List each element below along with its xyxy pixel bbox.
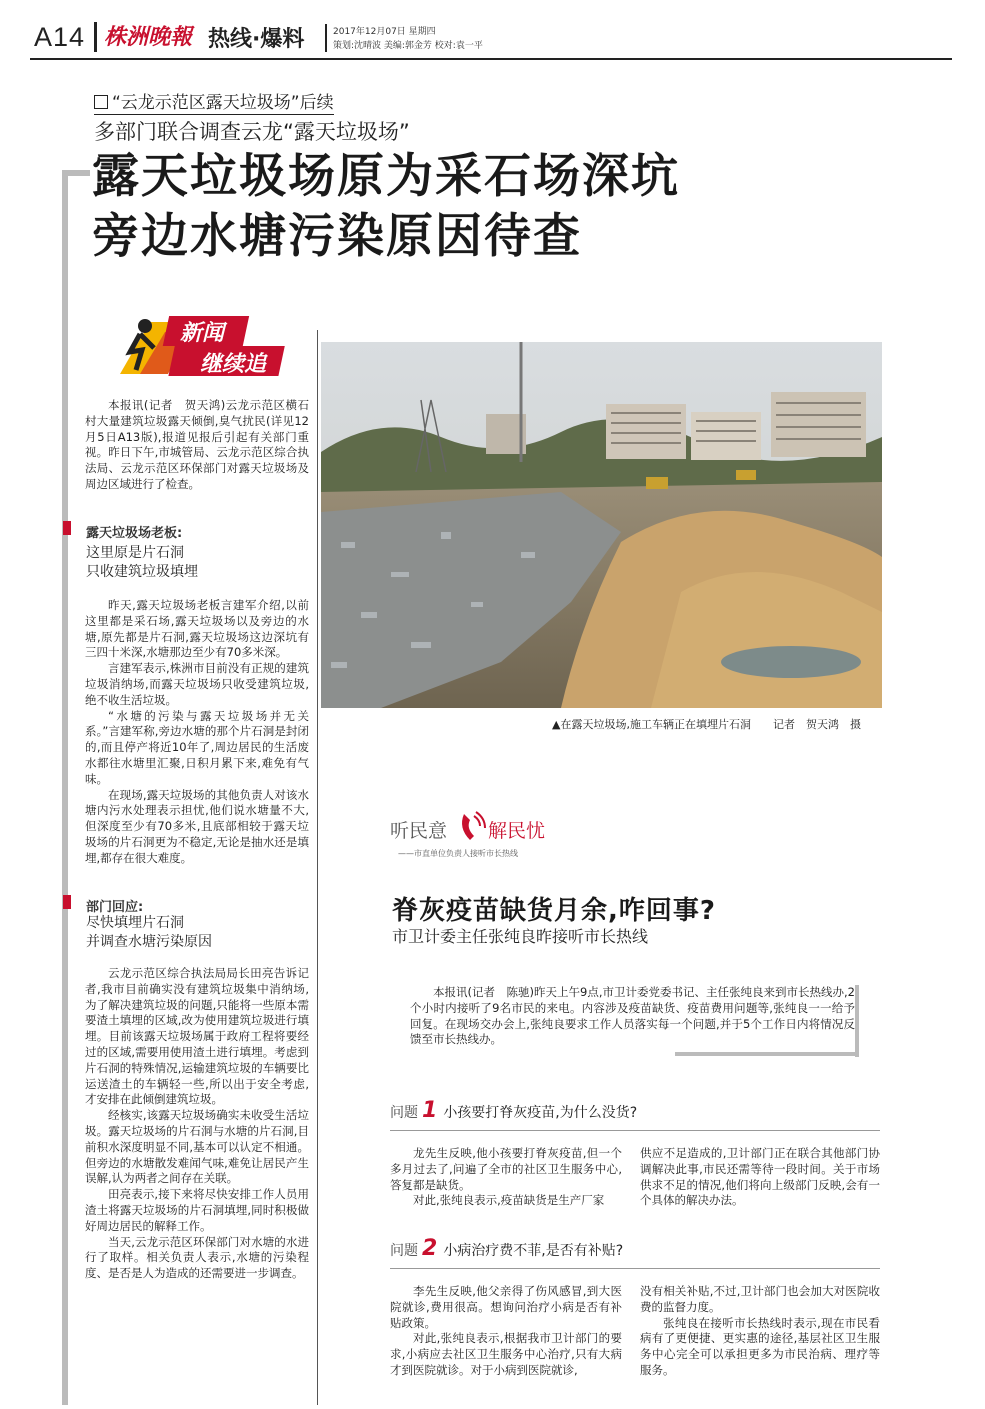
paragraph: 经核实,该露天垃圾场确实未收受生活垃圾。露天垃圾场的片石洞与水塘的片石洞,目前积水深度明显不同,基本可以认定不相通。但旁边的水塘散发难闻气味,难免让居民产生误解,认为两者之间存在关联。 — [85, 1108, 309, 1186]
question-1 — [390, 1098, 637, 1123]
intro-frame-bottom — [675, 1052, 859, 1056]
paragraph: 张纯良在接听市长热线时表示,现在市民看病有了更便捷、更实惠的途径,基层社区卫生服务中心完全可以承担更多为市民治病、理疗等服务。 — [640, 1315, 880, 1377]
header-divider-2 — [325, 24, 327, 52]
column-divider — [317, 330, 318, 1405]
article2-headline: 脊灰疫苗缺货月余,咋回事? — [392, 896, 716, 926]
section2-sub — [86, 914, 212, 952]
section2-sub2: 并调查水塘污染原因 — [86, 934, 212, 950]
staff-credits: 策划:沈晴波 美编:郭金芳 校对:袁一平 — [333, 41, 483, 51]
section1-body — [85, 598, 309, 867]
frame-left — [62, 170, 68, 1405]
landfill-photo — [321, 342, 882, 708]
column-subtitle: ——市直单位负责人接听市长热线 — [398, 849, 518, 858]
paragraph: 言建军表示,株洲市目前没有正规的建筑垃圾消纳场,而露天垃圾场只收受建筑垃圾,绝不收生活垃圾。 — [85, 661, 309, 707]
paragraph: 云龙示范区综合执法局局长田亮告诉记者,我市目前确实没有建筑垃圾集中消纳场,为了解决建筑垃圾的问题,只能将一些原本需要渣土填埋的区域,改为使用建筑垃圾进行填埋。目前该露天垃圾场属于政府工程将要经过的区域,需要用使用渣土进行填埋。考虑到片石洞的特殊情况,运输建筑垃圾的车辆要比运送渣土的车辆轻一些,所以出于安全考虑,才安排在此倾倒建筑垃圾。 — [85, 966, 309, 1107]
issue-date: 2017年12月07日 星期四 — [333, 27, 436, 37]
paragraph: 昨天,露天垃圾场老板言建军介绍,以前这里都是采石场,露天垃圾场以及旁边的水塘,原先都是片石洞,露天垃圾场这边深坑有三四十米深,水塘那边至少有70多米深。 — [85, 598, 309, 660]
question-number: 1 — [422, 1098, 438, 1123]
header-rule — [30, 58, 952, 60]
question-text: 小孩要打脊灰疫苗,为什么没货? — [443, 1105, 638, 1121]
question-text: 小病治疗费不菲,是否有补贴? — [443, 1243, 624, 1259]
headline-line-2: 旁边水塘污染原因待查 — [92, 209, 582, 264]
headline — [92, 147, 680, 267]
paragraph: 供应不足造成的,卫计部门正在联合其他部门协调解决此事,市民还需等待一段时间。关于市场供求不足的情况,他们将向上级部门反映,会有一个具体的解决办法。 — [640, 1146, 880, 1208]
column-title-right: 解民忧 — [488, 820, 546, 842]
question-label: 问题 — [390, 1243, 418, 1259]
question-rule — [390, 1268, 880, 1269]
hotline-column-logo — [390, 808, 580, 868]
section-marker — [63, 521, 71, 535]
section-marker — [63, 895, 71, 909]
question-number: 2 — [422, 1236, 438, 1261]
kicker-text: “云龙示范区露天垃圾场”后续 — [112, 93, 334, 113]
section1-sub1: 这里原是片石洞 — [86, 545, 184, 561]
paragraph: 没有相关补贴,不过,卫计部门也会加大对医院收费的监督力度。 — [640, 1284, 880, 1314]
page-number: A14 — [34, 22, 86, 52]
intro-frame-right — [855, 985, 859, 1057]
q2-left-column — [390, 1284, 622, 1379]
paragraph: 对此,张纯良表示,疫苗缺货是生产厂家 — [413, 1193, 605, 1208]
headline-line-1: 露天垃圾场原为采石场深坑 — [92, 149, 680, 204]
section1-heading: 露天垃圾场老板: — [86, 526, 183, 541]
header-divider — [94, 22, 97, 52]
section2-heading: 部门回应: — [86, 900, 144, 915]
phone-icon — [458, 810, 488, 848]
news-follow-badge — [110, 312, 300, 382]
paragraph: 田亮表示,接下来将尽快安排工作人员用渣土将露天垃圾场的片石洞填埋,同时积极做好周边居民的解释工作。 — [85, 1187, 309, 1233]
paragraph: 在现场,露天垃圾场的其他负责人对该水塘内污水处理表示担忧,他们说水塘量不大,但深度至少有70多米,且底部相较于露天垃圾场的片石洞更为不稳定,无论是抽水还是填埋,都存在很大难度。 — [85, 787, 309, 865]
kicker — [94, 88, 334, 113]
badge-line-2: 继续追 — [200, 352, 267, 377]
svg-text:株洲晚報: 株洲晚報 — [104, 24, 193, 50]
section1-sub — [86, 544, 198, 582]
section-title: 热线·爆料 — [208, 27, 305, 52]
article1-lead: 本报讯(记者 贺天鸿)云龙示范区横石村大量建筑垃圾露天倾倒,臭气扰民(详见12月5日A13版),报道见报后引起有关部门重视。昨日下午,市城管局、云龙示范区综合执法局、云龙示范区环保部门对露天垃圾场及周边区域进行了检查。 — [85, 398, 309, 491]
question-label: 问题 — [390, 1105, 418, 1121]
section2-sub1: 尽快填埋片石洞 — [86, 915, 184, 931]
question-rule — [390, 1130, 880, 1131]
paragraph: 李先生反映,他父亲得了伤风感冒,到大医院就诊,费用很高。想询问治疗小病是否有补贴政策。 — [390, 1284, 622, 1330]
question-2 — [390, 1236, 623, 1261]
badge-line-1: 新闻 — [180, 321, 225, 346]
newspaper-logo — [104, 22, 204, 52]
paragraph: “水塘的污染与露天垃圾场并无关系。”言建军称,旁边水塘的那个片石洞是封闭的,而且停产将近10年了,周边居民的生活废水都往水塘里汇聚,日积月累下来,难免有气味。 — [85, 708, 309, 786]
column-title-left: 听民意 — [390, 820, 448, 842]
article2-intro: 本报讯(记者 陈驰)昨天上午9点,市卫计委党委书记、主任张纯良来到市长热线办,2个小时内接听了9名市民的来电。内容涉及疫苗缺货、疫苗费用问题等,张纯良一一给予回复。在现场交办会上,张纯良要求工作人员落实每一个问题,并于5个工作日内将情况反馈至市长热线办。 — [410, 985, 855, 1047]
q2-right-column — [640, 1284, 880, 1379]
article2-subhead: 市卫计委主任张纯良昨接听市长热线 — [392, 927, 649, 946]
checkbox-glyph-icon — [94, 95, 108, 109]
paragraph: 龙先生反映,他小孩要打脊灰疫苗,但一个多月过去了,问遍了全市的社区卫生服务中心,答复都是缺货。 — [390, 1146, 622, 1192]
photo-caption: ▲在露天垃圾场,施工车辆正在填埋片石洞 记者 贺天鸿 摄 — [552, 718, 861, 731]
section1-sub2: 只收建筑垃圾填埋 — [86, 564, 198, 580]
paragraph: 当天,云龙示范区环保部门对水塘的水进行了取样。相关负责人表示,水塘的污染程度、是否是人为造成的还需要进一步调查。 — [85, 1234, 309, 1281]
section2-body — [85, 966, 309, 1282]
q1-left-column — [390, 1146, 622, 1209]
deck: 多部门联合调查云龙“露天垃圾场” — [94, 120, 410, 144]
q1-right-column — [640, 1146, 880, 1209]
paragraph: 对此,张纯良表示,根据我市卫计部门的要求,小病应去社区卫生服务中心治疗,只有大病才到医院就诊。对于小病到医院就诊, — [390, 1331, 622, 1377]
